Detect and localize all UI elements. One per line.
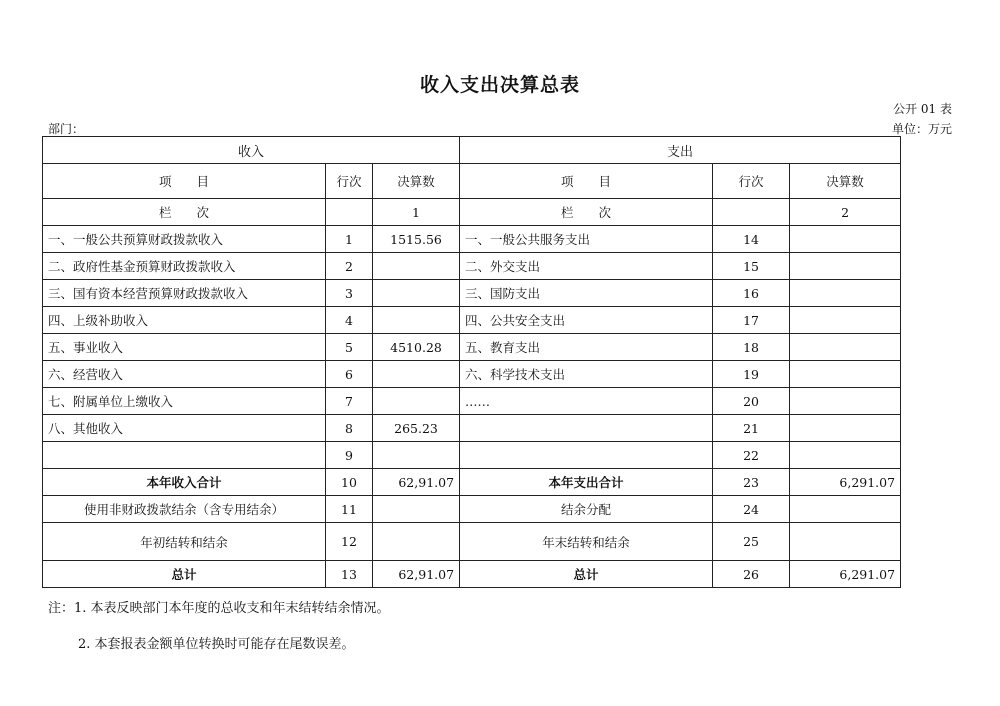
table-cell xyxy=(373,523,460,561)
income-item: 五、事业收入 xyxy=(43,334,326,361)
table-cell xyxy=(790,496,901,523)
table-row xyxy=(43,388,901,415)
table-row xyxy=(43,307,901,334)
expense-amount xyxy=(790,307,901,334)
income-amount xyxy=(373,280,460,307)
income-amount xyxy=(373,442,460,469)
table-row xyxy=(43,280,901,307)
income-grand-total-label: 总计 xyxy=(43,561,326,588)
income-amount: 4510.28 xyxy=(373,334,460,361)
income-item: 七、附属单位上缴收入 xyxy=(43,388,326,415)
expense-item: 六、科学技术支出 xyxy=(460,361,713,388)
expense-item xyxy=(460,415,713,442)
expense-amount xyxy=(790,361,901,388)
income-row-no: 9 xyxy=(326,442,373,469)
expense-column-number: 2 xyxy=(790,199,901,226)
expense-row-no: 22 xyxy=(713,442,790,469)
expense-row-no: 20 xyxy=(713,388,790,415)
income-expense-table xyxy=(42,136,901,588)
table-cell xyxy=(713,199,790,226)
expense-grand-total-label: 总计 xyxy=(460,561,713,588)
expense-row-no: 15 xyxy=(713,253,790,280)
income-row-no: 2 xyxy=(326,253,373,280)
expense-header: 支出 xyxy=(460,137,901,164)
nonfiscal-surplus-label: 使用非财政拨款结余（含专用结余） xyxy=(43,496,326,523)
year-income-total-label: 本年收入合计 xyxy=(43,469,326,496)
expense-item: 一、一般公共服务支出 xyxy=(460,226,713,253)
expense-row-no: 18 xyxy=(713,334,790,361)
income-amount xyxy=(373,253,460,280)
year-total-row xyxy=(43,469,901,496)
expense-item: …… xyxy=(460,388,713,415)
table-cell xyxy=(790,523,901,561)
expense-grand-total-amount: 6,291.07 xyxy=(790,561,901,588)
expense-amount xyxy=(790,334,901,361)
expense-row-no: 17 xyxy=(713,307,790,334)
expense-amount xyxy=(790,442,901,469)
year-expense-total-amount: 6,291.07 xyxy=(790,469,901,496)
table-row xyxy=(43,523,901,561)
grand-total-row xyxy=(43,561,901,588)
unit-label: 单位：万元 xyxy=(891,122,952,136)
income-amount-header: 决算数 xyxy=(373,164,460,199)
income-item: 六、经营收入 xyxy=(43,361,326,388)
income-row-no: 5 xyxy=(326,334,373,361)
income-column-number: 1 xyxy=(373,199,460,226)
table-row xyxy=(43,253,901,280)
income-row-no: 8 xyxy=(326,415,373,442)
income-row-no: 10 xyxy=(326,469,373,496)
income-grand-total-amount: 62,91.07 xyxy=(373,561,460,588)
table-row xyxy=(43,442,901,469)
income-rowno-header: 行次 xyxy=(326,164,373,199)
income-amount xyxy=(373,361,460,388)
expense-amount xyxy=(790,253,901,280)
income-item: 二、政府性基金预算财政拨款收入 xyxy=(43,253,326,280)
expense-rowno-header: 行次 xyxy=(713,164,790,199)
table-cell xyxy=(326,199,373,226)
income-item xyxy=(43,442,326,469)
expense-row-no: 24 xyxy=(713,496,790,523)
income-row-no: 3 xyxy=(326,280,373,307)
income-row-no: 6 xyxy=(326,361,373,388)
income-row-no: 13 xyxy=(326,561,373,588)
expense-row-no: 25 xyxy=(713,523,790,561)
table-row xyxy=(43,226,901,253)
year-expense-total-label: 本年支出合计 xyxy=(460,469,713,496)
table-row xyxy=(43,415,901,442)
expense-item: 三、国防支出 xyxy=(460,280,713,307)
income-row-no: 1 xyxy=(326,226,373,253)
note-1: 注：1. 本表反映部门本年度的总收支和年末结转结余情况。 xyxy=(48,601,390,616)
expense-row-no: 16 xyxy=(713,280,790,307)
expense-amount-header: 决算数 xyxy=(790,164,901,199)
expense-amount xyxy=(790,280,901,307)
expense-row-no: 23 xyxy=(713,469,790,496)
expense-row-no: 19 xyxy=(713,361,790,388)
income-row-no: 11 xyxy=(326,496,373,523)
beginning-balance-label: 年初结转和结余 xyxy=(43,523,326,561)
income-item-header: 项 目 xyxy=(43,164,326,199)
income-row-no: 12 xyxy=(326,523,373,561)
income-item: 四、上级补助收入 xyxy=(43,307,326,334)
expense-amount xyxy=(790,388,901,415)
expense-row-no: 14 xyxy=(713,226,790,253)
table-row xyxy=(43,334,901,361)
expense-item-header: 项 目 xyxy=(460,164,713,199)
expense-row-no: 26 xyxy=(713,561,790,588)
expense-item: 五、教育支出 xyxy=(460,334,713,361)
income-row-no: 4 xyxy=(326,307,373,334)
income-header: 收入 xyxy=(43,137,460,164)
expense-item: 二、外交支出 xyxy=(460,253,713,280)
expense-item xyxy=(460,442,713,469)
expense-amount xyxy=(790,226,901,253)
expense-amount xyxy=(790,415,901,442)
ending-balance-label: 年末结转和结余 xyxy=(460,523,713,561)
income-amount: 265.23 xyxy=(373,415,460,442)
income-column-label: 栏 次 xyxy=(43,199,326,226)
income-amount xyxy=(373,307,460,334)
income-amount: 1515.56 xyxy=(373,226,460,253)
year-income-total-amount: 62,91.07 xyxy=(373,469,460,496)
expense-item: 四、公共安全支出 xyxy=(460,307,713,334)
table-cell xyxy=(373,496,460,523)
expense-row-no: 21 xyxy=(713,415,790,442)
report-title: 收入支出决算总表 xyxy=(419,74,580,96)
surplus-distribution-label: 结余分配 xyxy=(460,496,713,523)
income-item: 三、国有资本经营预算财政拨款收入 xyxy=(43,280,326,307)
income-row-no: 7 xyxy=(326,388,373,415)
expense-column-label: 栏 次 xyxy=(460,199,713,226)
income-item: 八、其他收入 xyxy=(43,415,326,442)
department-label: 部门： xyxy=(48,122,85,136)
table-row xyxy=(43,496,901,523)
income-item: 一、一般公共预算财政拨款收入 xyxy=(43,226,326,253)
note-2: 2. 本套报表金额单位转换时可能存在尾数误差。 xyxy=(78,637,355,652)
income-amount xyxy=(373,388,460,415)
table-row xyxy=(43,361,901,388)
form-number: 公开 01 表 xyxy=(893,102,952,116)
